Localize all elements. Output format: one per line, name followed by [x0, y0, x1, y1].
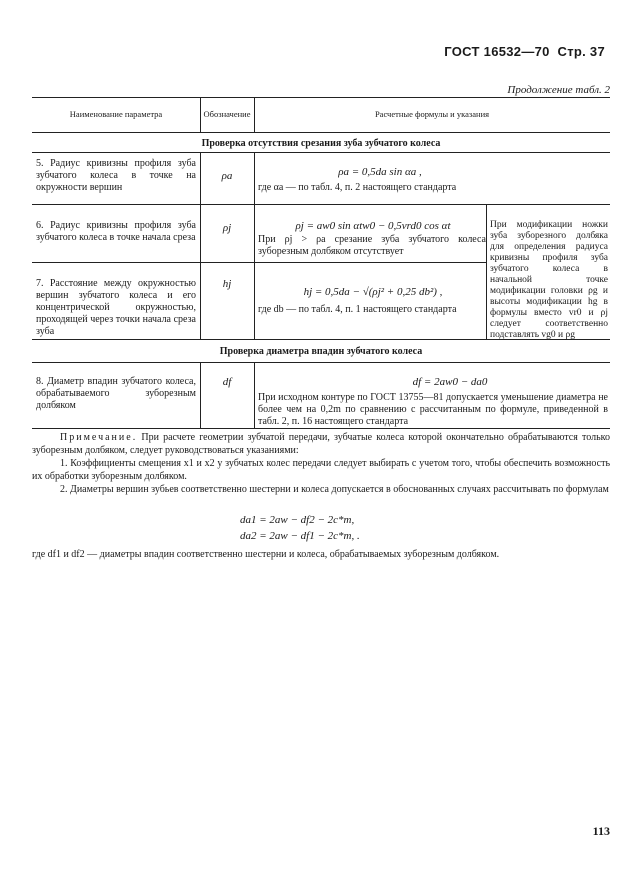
row5-rule: [32, 204, 610, 205]
table-bottom-rule: [32, 428, 610, 429]
column-header-name: Наименование параметра: [69, 109, 163, 119]
page-header: [430, 44, 605, 59]
modification-side-note: При модификации ножки зуба зуборезного долбяка для определения радиуса кривизны профиля зуба зубчатого колеса в начальной точке модификации головки ρg и высоты модификации hg в формулы вместо vr0 и ρj следует соответственно подставлять vg0 и ρg: [490, 220, 608, 340]
page-number: 113: [592, 824, 610, 838]
table-row-6-name: 6. Радиус кривизны профиля зуба зубчатого колеса в точке начала среза: [36, 220, 196, 243]
notes-title: Примечание.: [60, 432, 138, 443]
table-row-7-name: 7. Расстояние между окружностью вершин зубчатого колеса и его концентрической окружностью, проходящей через точки начала среза зуба: [36, 278, 196, 337]
notes-item-1: 1. Коэффициенты смещения x1 и x2 у зубчатых колес передачи следует выбирать с учетом того, чтобы обеспечить возможность их обработки зуборезным долбяком.: [32, 458, 610, 482]
table-row-7-note: где db — по табл. 4, п. 1 настоящего стандарта: [258, 304, 457, 315]
table-row-7-symbol: hj: [222, 278, 232, 290]
table-row-5-symbol: ρa: [221, 170, 233, 182]
table-top-rule: [32, 97, 610, 98]
section-title-root-diameter: Проверка диаметра впадин зубчатого колеса: [219, 346, 423, 357]
column-header-symbol: Обозначение: [203, 109, 251, 119]
section1-rule: [32, 152, 610, 153]
table-row-5-note: где αa — по табл. 4, п. 2 настоящего стандарта: [258, 182, 457, 193]
side-note-divider: [486, 204, 487, 339]
table-row-7-formula: hj = 0,5da − √(ρj² + 0,25 db²) ,: [303, 286, 443, 298]
table-row-5-name: 5. Радиус кривизны профиля зуба зубчатого колеса в точке на окружности вершин: [36, 158, 196, 193]
gost-number: ГОСТ 16532—70: [444, 44, 550, 59]
notes-formula-1: da1 = 2aw − df2 − 2c*m,: [240, 514, 355, 526]
table-row-8-symbol: df: [222, 376, 232, 388]
table-row-6-formula: ρj = aw0 sin αtw0 − 0,5vrd0 cos αt: [295, 220, 451, 232]
section2-rule: [32, 362, 610, 363]
row7-rule: [32, 339, 610, 340]
body-col-divider-2a: [254, 152, 255, 339]
table-continuation-label: Продолжение табл. 2: [507, 84, 610, 96]
notes-item-2: 2. Диаметры вершин зубьев соответственно шестерни и колеса допускается в обоснованных случаях рассчитывать по формулам: [60, 484, 609, 495]
row6-rule: [32, 262, 486, 263]
table-row-6-note: При ρj > ρa срезание зуба зубчатого колеса зуборезным долбяком отсутствует: [258, 234, 486, 257]
table-row-8-name: 8. Диаметр впадин зубчатого колеса, обрабатываемого зуборезным долбяком: [36, 376, 196, 411]
table-row-5-formula: ρa = 0,5da sin αa ,: [338, 166, 422, 178]
page-label: Стр. 37: [557, 44, 605, 59]
body-col-divider-1b: [200, 362, 201, 428]
notes-formula-2: da2 = 2aw − df1 − 2c*m, .: [240, 530, 360, 542]
table-row-8-note: При исходном контуре по ГОСТ 13755—81 допускается уменьшение диаметра не более чем на 0,2m по сравнению с рассчитанным по формуле, приведенной в табл. 2, п. 16 настоящего стандарта: [258, 392, 608, 427]
section-title-undercut: Проверка отсутствия срезания зуба зубчатого колеса: [201, 138, 441, 149]
body-col-divider-1a: [200, 152, 201, 339]
table-header-rule: [32, 132, 610, 133]
table-row-8-formula: df = 2aw0 − da0: [412, 376, 488, 388]
body-col-divider-2b: [254, 362, 255, 428]
notes-intro-paragraph: [32, 432, 610, 457]
notes-intro: При расчете геометрии зубчатой передачи, зубчатые колеса которой окончательно обрабатываются только зуборезным долбяком, следует руководствоваться указаниями:: [32, 432, 610, 456]
table-row-6-symbol: ρj: [222, 222, 232, 234]
column-header-formulas: Расчетные формулы и указания: [374, 109, 490, 119]
notes-where: где df1 и df2 — диаметры впадин соответственно шестерни и колеса, обрабатываемых зуборезным долбяком.: [32, 549, 500, 560]
